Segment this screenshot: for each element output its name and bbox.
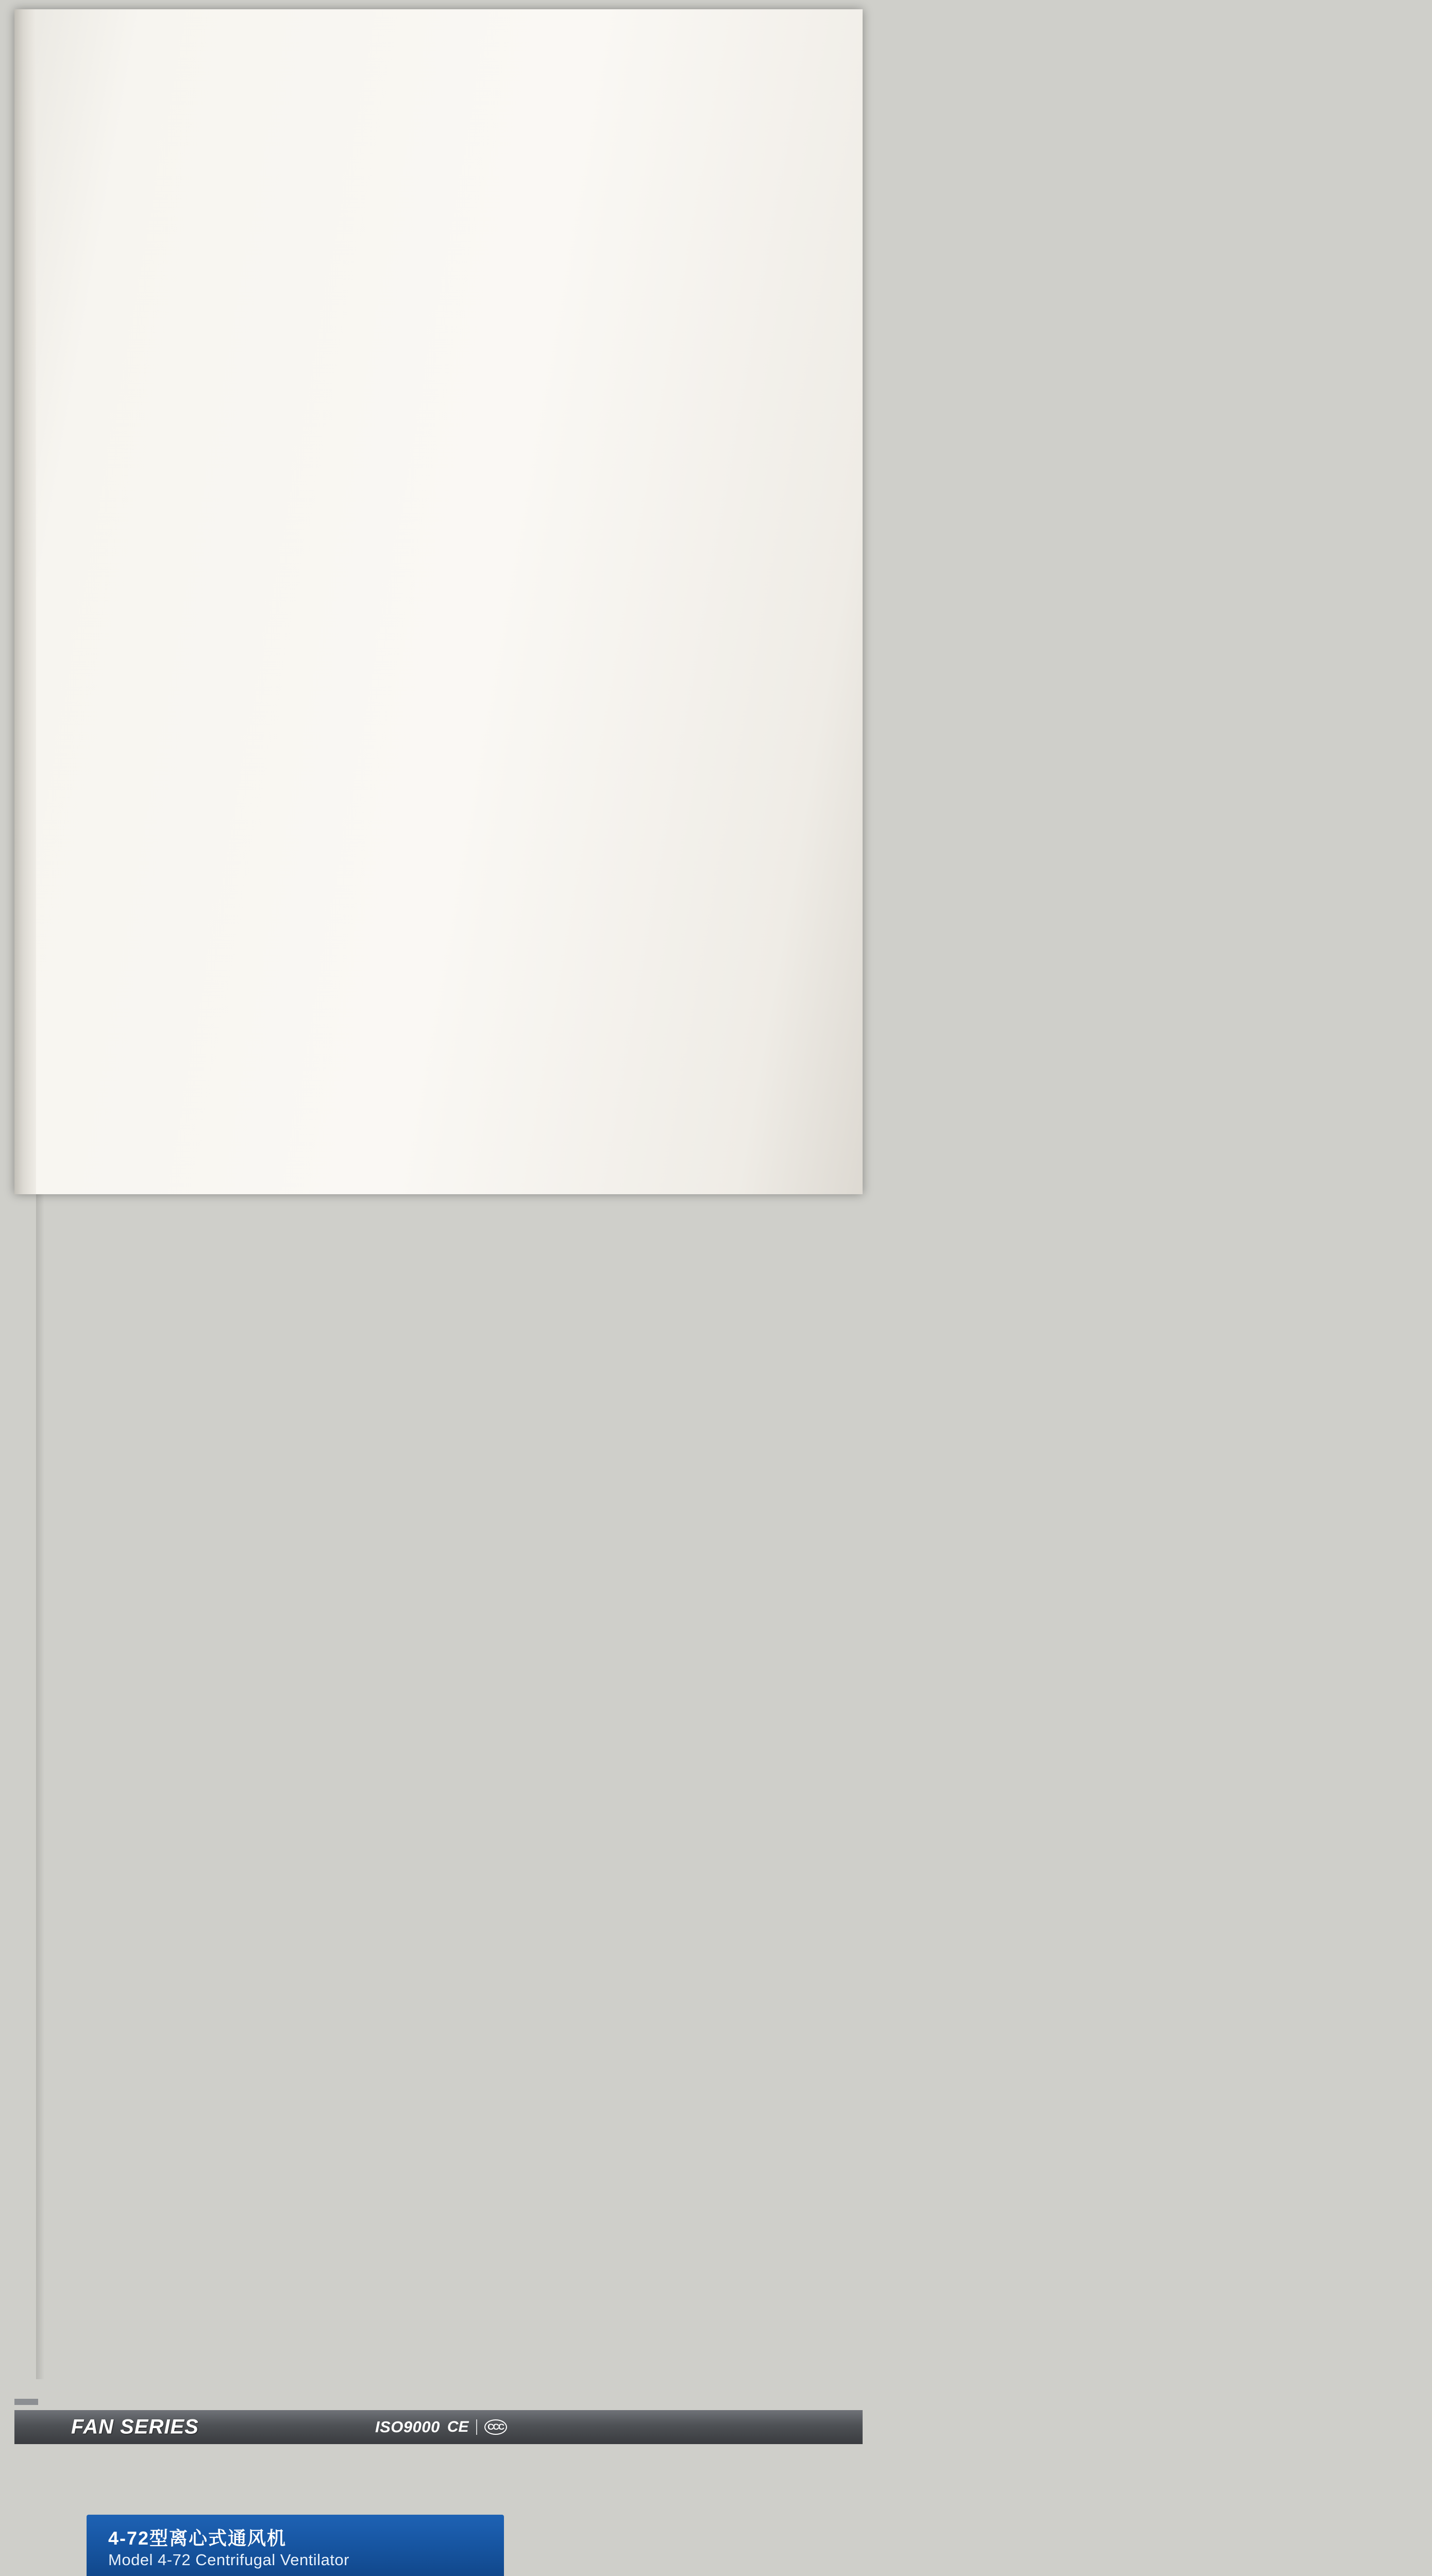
ce-mark-icon: CE: [447, 2418, 469, 2435]
product-title-banner: [87, 2515, 504, 2576]
product-title-en: Model 4-72 Centrifugal Ventilator: [108, 2551, 349, 2569]
header-notch: [14, 2399, 38, 2405]
catalog-page: [14, 9, 863, 2569]
ccc-mark-icon: CCC: [484, 2419, 507, 2435]
product-title-cn: 4-72型离心式通风机: [108, 2528, 287, 2549]
page-binding-shadow: [14, 9, 36, 1194]
certification-group: [375, 2418, 507, 2436]
divider: [476, 2419, 477, 2435]
page-header-bar: [14, 2410, 863, 2444]
page-binding-gradient: [36, 1194, 44, 2379]
iso9000-label: ISO9000: [375, 2418, 440, 2436]
brand-title: FAN SERIES: [71, 2415, 199, 2438]
